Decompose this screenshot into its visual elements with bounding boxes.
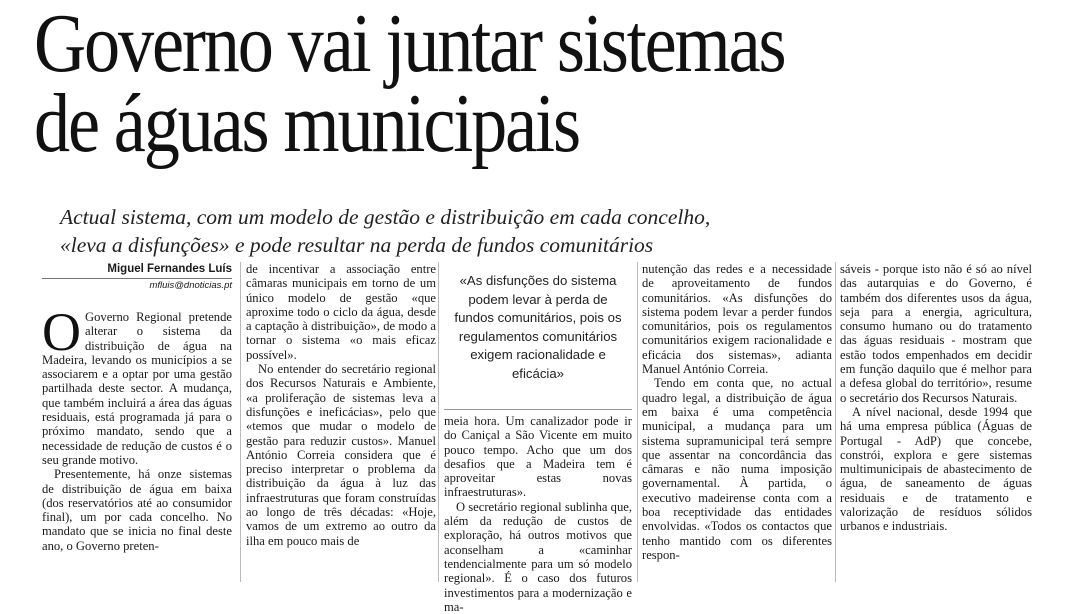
article-paragraph: sáveis - porque isto não é só ao nível das autarquias e do Governo, é também dos diferentes usos da água, seja para a energia, agricultura, consumo humano ou do tratamento das águas residuais - mostram que estão todos empenhados em decidir em função daquilo que é melhor para a defesa global do território», resume o secretário dos Recursos Naturais. [840,262,1032,405]
article-paragraph: Presentemente, há onze sistemas de distribuição de água em baixa (dos reservatórios até ao consumidor final), um por cada concelho. No mandato que se inicia no final deste ano, o Governo preten- [42,467,232,553]
standfirst-line-2: «leva a disfunções» e pode resultar na perda de fundos comunitários [60,233,654,257]
article-paragraph: nutenção das redes e a necessidade de aproveitamento de fundos comunitários. «As disfunções do sistema podem levar a perder fundos comunitários, pois os regulamentos comunitários exigem racionalidade e eficácia dos sistemas», adianta Manuel António Correia. [642,262,832,377]
byline-email: mfluis@dnoticias.pt [149,280,232,291]
column-divider [240,262,241,582]
article-paragraph: A nível nacional, desde 1994 que há uma empresa pública (Águas de Portugal - AdP) que concebe, constrói, explora e gere sistemas multimunicipais de abastecimento de água, de saneamento de águas residuais e de tratamento e valorização de resíduos sólidos urbanos e industriais. [840,404,1032,534]
headline-line-1: Governo vai juntar sistemas [34,0,785,90]
article-column-2 [246,262,436,548]
article-paragraph: Tendo em conta que, no actual quadro legal, a distribuição de água em baixa é uma competência municipal, a mudança para um sistema supramunicipal terá sempre que assentar na concordância das câmaras e não numa imposição governamental. À partida, o executivo madeirense conta com a boa receptividade das entidades envolvidas. «Todos os contactos que tenho mantido com os diferentes respon- [642,376,832,562]
pull-quote: «As disfunções do sistema podem levar à perda de fundos comunitários, pois os regulamentos comunitários exigem racionalidade e eficácia» [454,273,622,381]
lead-paragraph [42,302,232,467]
column-divider [438,262,439,582]
article-column-4 [642,262,832,562]
article-column-3 [444,262,632,614]
headline [34,0,911,170]
byline-rule [42,278,232,279]
lead-paragraph-text: Governo Regional pretende alterar o sistema da distribuição de água na Madeira, levando os municípios a se associarem e a optar por uma gestão partilhada deste sector. A mudança, que também incluirá a área das águas residuais, está programada já para o próximo mandato, sendo que a necessidade de redução de custos é o seu grande motivo. [42,310,232,467]
standfirst [60,203,1060,259]
headline-line-2: de águas municipais [34,77,579,170]
article-paragraph: meia hora. Um canalizador pode ir do Caniçal a São Vicente em muito pouco tempo. Acho que um dos desafios que a Madeira tem é aproveitar estas novas infraestruturas». [444,414,632,500]
article-column-5 [840,262,1032,534]
drop-cap: O [42,302,81,362]
pull-quote-rule [444,409,632,410]
article-paragraph: O secretário regional sublinha que, além da redução de custos de exploração, há outros motivos que aconselham a «caminhar tendencialmente para um só modelo regional». É o caso dos futuros investimentos para a modernização e ma- [444,499,632,614]
article-paragraph: No entender do secretário regional dos Recursos Naturais e Ambiente, «a proliferação de sistemas leva a disfunções e ineficácias», pelo que «temos que mudar o modelo de gestão para reduzir custos». Manuel António Correia considera que é preciso interpretar o problema da distribuição da água à luz das infraestruturas que foram construídas ao longo de três décadas: «Hoje, vamos de um extremo ao outro da ilha em pouco mais de [246,362,436,548]
article-paragraph: de incentivar a associação entre câmaras municipais em torno de um único modelo de gestão «que aproxime todo o ciclo da água, desde a captação à distribuição», de modo a tornar o sistema «o mais eficaz possível». [246,262,436,362]
column-divider [835,262,836,582]
byline-author: Miguel Fernandes Luís [107,263,232,275]
column-divider [637,262,638,582]
standfirst-line-1: Actual sistema, com um modelo de gestão e distribuição em cada concelho, [60,205,711,229]
article-column-1 [42,262,232,553]
